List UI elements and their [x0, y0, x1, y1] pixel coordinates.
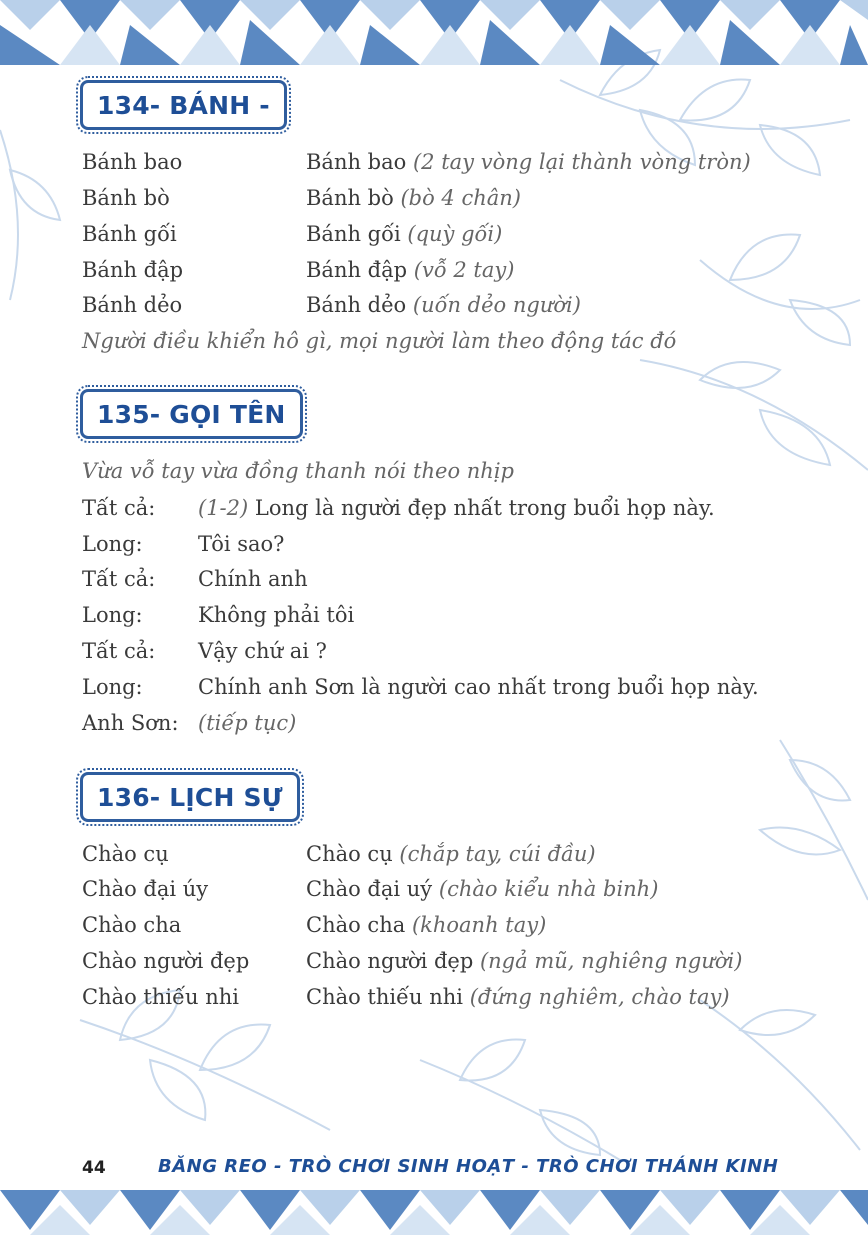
s135-speaker-3: Tất cả:: [82, 567, 156, 591]
section-135-heading: 135- GỌI TÊN: [80, 389, 303, 439]
s134-call-5: Bánh dẻo: [82, 293, 183, 317]
s135-line-3: Chính anh: [198, 567, 308, 591]
s135-line-4: Không phải tôi: [198, 603, 355, 627]
s135-speaker-2: Long:: [82, 532, 143, 556]
s136-call-5: Chào thiếu nhi: [82, 985, 239, 1009]
s136-reply-5: Chào thiếu nhi (đứng nghiêm, chào tay): [306, 985, 730, 1009]
s136-reply-1: Chào cụ (chắp tay, cúi đầu): [306, 842, 596, 866]
s135-intro: Vừa vỗ tay vừa đồng thanh nói theo nhịp: [82, 459, 514, 483]
s134-call-4: Bánh đập: [82, 258, 184, 282]
s136-call-1: Chào cụ: [82, 842, 169, 866]
s135-line-7: (tiếp tục): [198, 711, 297, 735]
s135-speaker-5: Tất cả:: [82, 639, 156, 663]
s136-call-2: Chào đại úy: [82, 877, 209, 901]
s135-line-6: Chính anh Sơn là người cao nhất trong buổi họp này.: [198, 675, 759, 699]
s134-reply-4: Bánh đập (vỗ 2 tay): [306, 258, 515, 282]
s134-reply-3: Bánh gối (quỳ gối): [306, 222, 503, 246]
s134-reply-2: Bánh bò (bò 4 chân): [306, 186, 521, 210]
bottom-triangle-border: [0, 1180, 868, 1235]
s134-reply-5: Bánh dẻo (uốn dẻo người): [306, 293, 581, 317]
s135-speaker-4: Long:: [82, 603, 143, 627]
s136-call-4: Chào người đẹp: [82, 949, 250, 973]
s134-call-2: Bánh bò: [82, 186, 170, 210]
book-title: BĂNG REO - TRÒ CHƠI SINH HOẠT - TRÒ CHƠI THÁNH KINH: [158, 1156, 779, 1177]
s136-call-3: Chào cha: [82, 913, 182, 937]
s135-line-5: Vậy chứ ai ?: [198, 639, 327, 663]
s134-reply-1: Bánh bao (2 tay vòng lại thành vòng tròn): [306, 150, 751, 174]
s135-speaker-6: Long:: [82, 675, 143, 699]
s136-reply-3: Chào cha (khoanh tay): [306, 913, 547, 937]
s135-line-2: Tôi sao?: [198, 532, 285, 556]
section-136-heading: 136- LỊCH SỰ: [80, 772, 300, 822]
top-triangle-border: [0, 0, 868, 70]
s135-speaker-1: Tất cả:: [82, 496, 156, 520]
s135-line-1: (1-2) Long là người đẹp nhất trong buổi họp này.: [198, 496, 715, 520]
s134-call-3: Bánh gối: [82, 222, 177, 246]
s134-call-1: Bánh bao: [82, 150, 183, 174]
page-number: 44: [82, 1158, 106, 1178]
s135-speaker-7: Anh Sơn:: [82, 711, 179, 735]
s136-reply-4: Chào người đẹp (ngả mũ, nghiêng người): [306, 949, 743, 973]
s136-reply-2: Chào đại uý (chào kiểu nhà binh): [306, 877, 659, 901]
s134-note: Người điều khiển hô gì, mọi người làm theo động tác đó: [82, 329, 677, 353]
section-134-heading: 134- BÁNH -: [80, 80, 287, 130]
